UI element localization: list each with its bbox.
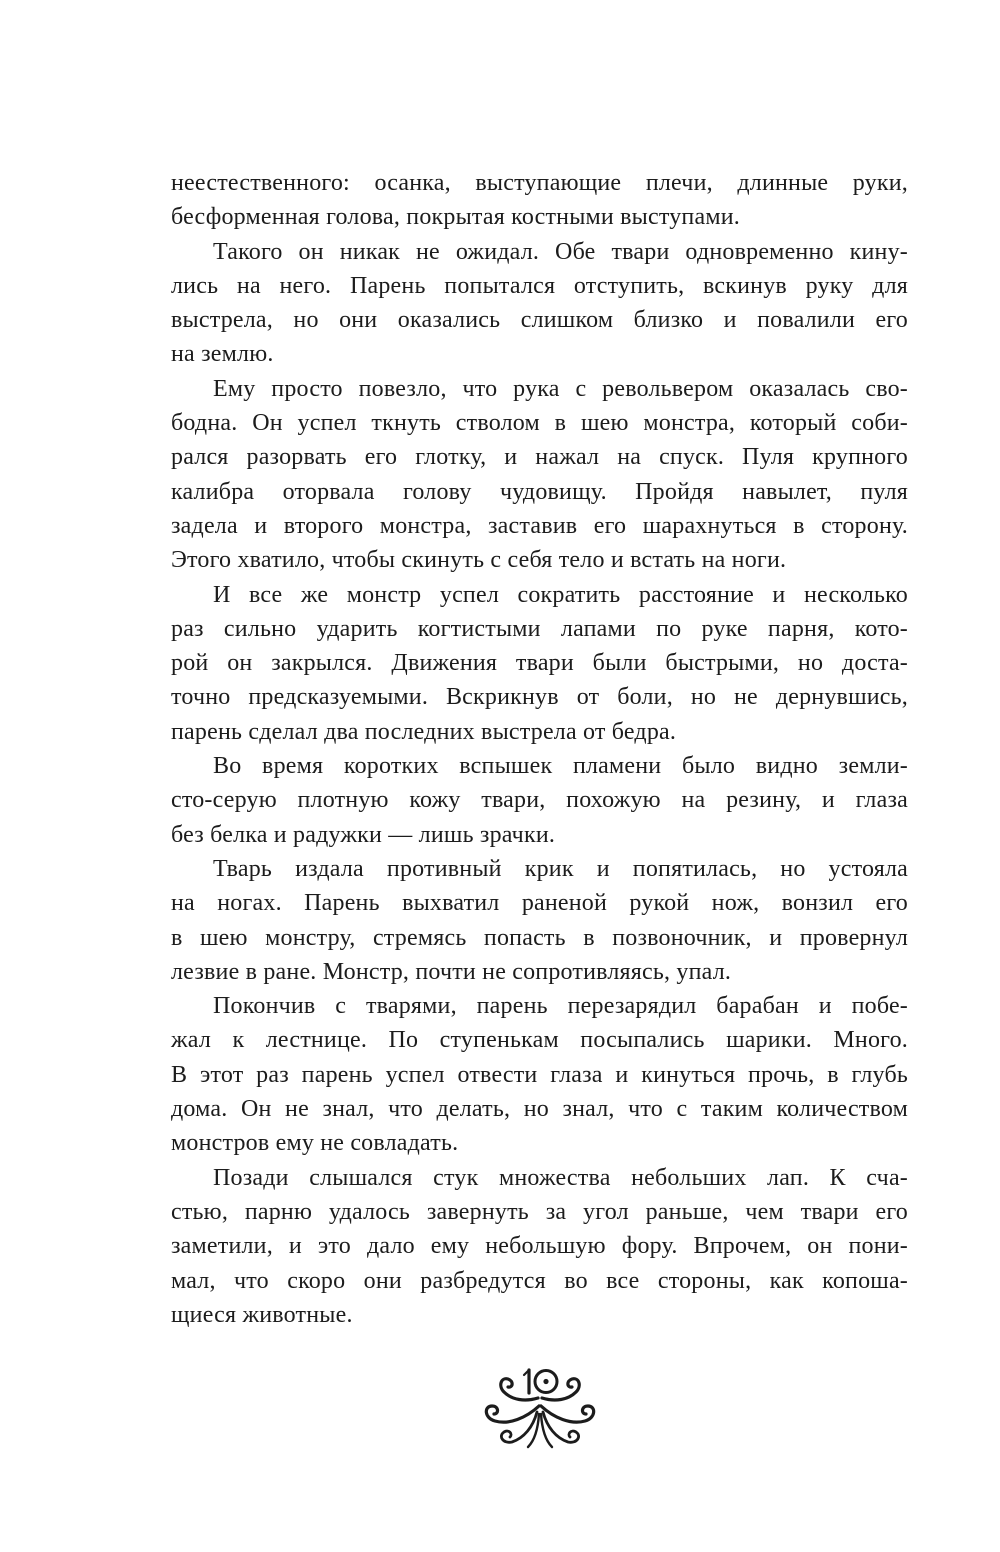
text-line: в шею монстру, стремясь попасть в позвоночник, и провернул	[171, 924, 908, 951]
text-line: точно предсказуемыми. Вскрикнув от боли, но не дернувшись,	[171, 684, 908, 711]
paragraph	[171, 749, 908, 852]
text-line: Ему просто повезло, что рука с револьвером оказалась сво-	[213, 375, 908, 402]
text-line: дома. Он не знал, что делать, но знал, что с таким количеством	[171, 1096, 908, 1123]
text-line: Этого хватило, чтобы скинуть с себя тело и встать на ноги.	[171, 547, 787, 574]
text-line: бесформенная голова, покрытая костными выступами.	[171, 204, 740, 231]
text-line: монстров ему не совладать.	[171, 1130, 459, 1157]
text-block	[171, 166, 908, 1332]
text-line: рой он закрылся. Движения твари были быстрыми, но доста-	[171, 650, 908, 677]
text-line: мал, что скоро они разбредутся во все стороны, как копоша-	[171, 1267, 908, 1294]
page-number-ornament	[465, 1362, 615, 1454]
text-line: выстрела, но они оказались слишком близко и повалили его	[171, 307, 908, 334]
page-footer	[171, 1362, 908, 1454]
tentacle-left	[486, 1379, 539, 1447]
text-line: рался разорвать его глотку, и нажал на спуск. Пуля крупного	[171, 444, 908, 471]
text-line: Покончив с тварями, парень перезарядил барабан и побе-	[213, 993, 908, 1020]
text-line: Во время коротких вспышек пламени было видно земли-	[213, 753, 908, 780]
text-line: Такого он никак не ожидал. Обе твари одновременно кину-	[213, 238, 908, 265]
paragraph	[171, 578, 908, 749]
text-line: жал к лестнице. По ступенькам посыпались шарики. Много.	[171, 1027, 908, 1054]
paragraph	[171, 235, 908, 372]
page-number	[524, 1370, 557, 1393]
paragraph	[171, 1161, 908, 1332]
text-line: бодна. Он успел ткнуть стволом в шею монстра, который соби-	[171, 410, 908, 437]
text-line: В этот раз парень успел отвести глаза и кинуться прочь, в глубь	[171, 1061, 908, 1088]
text-line: стью, парню удалось завернуть за угол раньше, чем твари его	[171, 1198, 908, 1225]
text-line: Позади слышался стук множества небольших лап. К сча-	[213, 1164, 908, 1191]
text-line: И все же монстр успел сократить расстояние и несколько	[213, 581, 908, 608]
text-line: заметили, и это дало ему небольшую фору. Впрочем, он пони-	[171, 1233, 908, 1260]
tentacle-right	[541, 1379, 594, 1447]
text-line: сто-серую плотную кожу твари, похожую на резину, и глаза	[171, 787, 908, 814]
paragraph	[171, 372, 908, 578]
text-line: Тварь издала противный крик и попятилась, но устояла	[213, 855, 908, 882]
text-line: раз сильно ударить когтистыми лапами по руке парня, кото-	[171, 615, 908, 642]
text-line: лись на него. Парень попытался отступить, вскинув руку для	[171, 272, 908, 299]
paragraph	[171, 852, 908, 989]
text-line: парень сделал два последних выстрела от бедра.	[171, 718, 677, 745]
text-line: без белка и радужки — лишь зрачки.	[171, 821, 556, 848]
paragraph	[171, 166, 908, 235]
text-line: задела и второго монстра, заставив его шарахнуться в сторону.	[171, 512, 908, 539]
text-line: калибра оторвала голову чудовищу. Пройдя навылет, пуля	[171, 478, 908, 505]
text-line: на землю.	[171, 341, 274, 368]
text-line: на ногах. Парень выхватил раненой рукой нож, вонзил его	[171, 890, 908, 917]
paragraph	[171, 989, 908, 1160]
text-line: неестественного: осанка, выступающие плечи, длинные руки,	[171, 170, 908, 196]
text-line: щиеся животные.	[171, 1301, 353, 1328]
text-line: лезвие в ране. Монстр, почти не сопротивляясь, упал.	[171, 958, 732, 985]
